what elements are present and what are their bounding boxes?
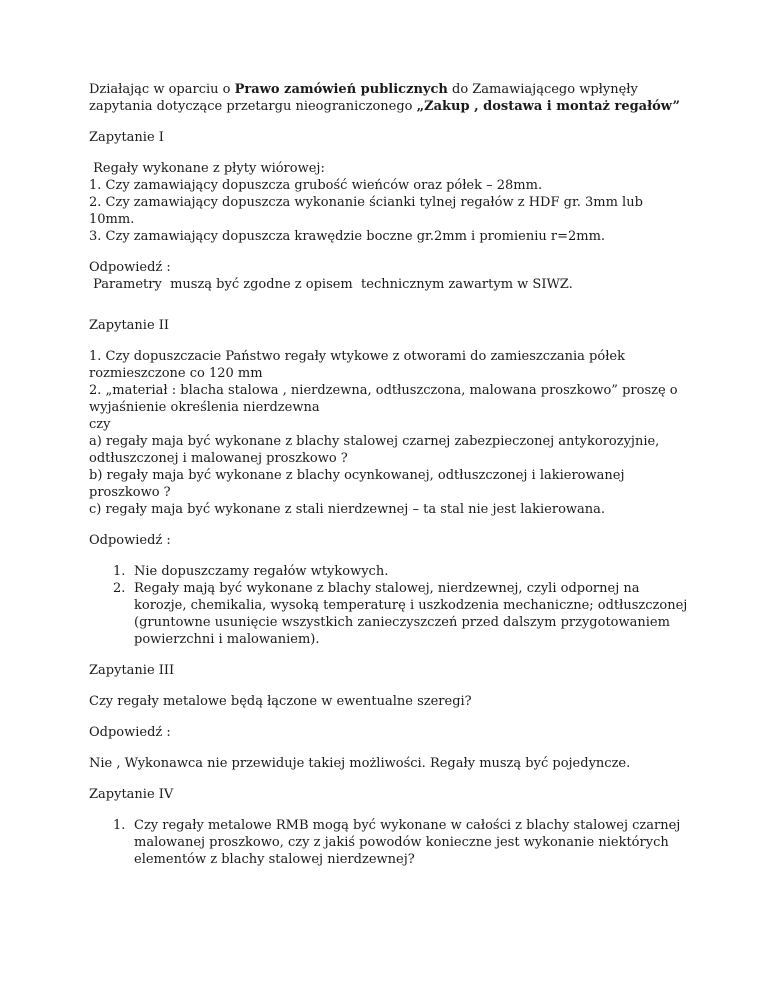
q1-item-3: 3. Czy zamawiający dopuszcza krawędzie boczne gr.2mm i promieniu r=2mm. — [89, 229, 606, 244]
q3-answer-text: Nie , Wykonawca nie przewiduje takiej możliwości. Regały muszą być pojedyncze. — [89, 756, 631, 771]
list-item-number: 1. — [113, 818, 126, 833]
q2-body — [89, 348, 689, 518]
intro-paragraph — [89, 81, 689, 115]
intro-text-mid: do Zamawiającego wpłynęły zapytania dotyczące przetargu nieograniczonego — [89, 82, 638, 114]
list-item-number: 2. — [113, 581, 126, 596]
document-page — [89, 81, 689, 882]
q4-list — [89, 817, 689, 868]
q1-heading: Zapytanie I — [89, 130, 164, 145]
q4-heading: Zapytanie IV — [89, 787, 174, 802]
list-item-number: 1. — [113, 564, 126, 579]
q1-item-2: 2. Czy zamawiający dopuszcza wykonanie ścianki tylnej regałów z HDF gr. 3mm lub 10mm. — [89, 195, 643, 227]
q2-line-4: a) regały maja być wykonane z blachy stalowej czarnej zabezpieczonej antykorozyjnie, odtłuszczonej i malowanej proszkowo ? — [89, 434, 660, 466]
q2-line-5: b) regały maja być wykonane z blachy ocynkowanej, odtłuszczonej i lakierowanej proszkowo ? — [89, 468, 625, 500]
tender-title: „Zakup , dostawa i montaż regałów” — [416, 99, 680, 114]
list-item-text: Regały mają być wykonane z blachy stalowej, nierdzewnej, czyli odpornej na korozje, chemikalia, wysoką temperaturę i uszkodzenia mechaniczne; odtłuszczonej (gruntowne usunięcie wszystkich zanieczyszczeń przed dalszym przygotowaniem powierzchni i malowaniem). — [134, 581, 688, 647]
intro-text-pre: Działając w oparciu o — [89, 82, 235, 97]
q2-answer-list — [89, 563, 689, 648]
q3-answer-label: Odpowiedź : — [89, 725, 171, 740]
q3-question: Czy regały metalowe będą łączone w ewentualne szeregi? — [89, 694, 472, 709]
q1-answer — [89, 259, 689, 293]
list-item-text: Nie dopuszczamy regałów wtykowych. — [134, 564, 389, 579]
q2-heading: Zapytanie II — [89, 318, 170, 333]
intro-law-name: Prawo zamówień publicznych — [234, 82, 448, 97]
list-item — [89, 817, 689, 868]
q2-line-1: 1. Czy dopuszczacie Państwo regały wtykowe z otworami do zamieszczania półek rozmieszczone co 120 mm — [89, 349, 625, 381]
q1-answer-text: Parametry muszą być zgodne z opisem technicznym zawartym w SIWZ. — [89, 277, 573, 292]
q1-lead: Regały wykonane z płyty wiórowej: — [89, 161, 325, 176]
list-item — [89, 563, 689, 580]
q2-line-2: 2. „materiał : blacha stalowa , nierdzewna, odtłuszczona, malowana proszkowo” proszę o wyjaśnienie określenia nierdzewna — [89, 383, 678, 415]
q1-item-1: 1. Czy zamawiający dopuszcza grubość wieńców oraz półek – 28mm. — [89, 178, 543, 193]
q1-answer-label: Odpowiedź : — [89, 260, 171, 275]
q1-body — [89, 160, 689, 245]
q3-heading: Zapytanie III — [89, 663, 175, 678]
q2-line-3: czy — [89, 417, 111, 432]
q2-answer-label: Odpowiedź : — [89, 533, 171, 548]
list-item-text: Czy regały metalowe RMB mogą być wykonane w całości z blachy stalowej czarnej malowanej proszkowo, czy z jakiś powodów konieczne jest wykonanie niektórych elementów z blachy stalowej nierdzewnej? — [134, 818, 681, 867]
q2-line-6: c) regały maja być wykonane z stali nierdzewnej – ta stal nie jest lakierowana. — [89, 502, 606, 517]
list-item — [89, 580, 689, 648]
